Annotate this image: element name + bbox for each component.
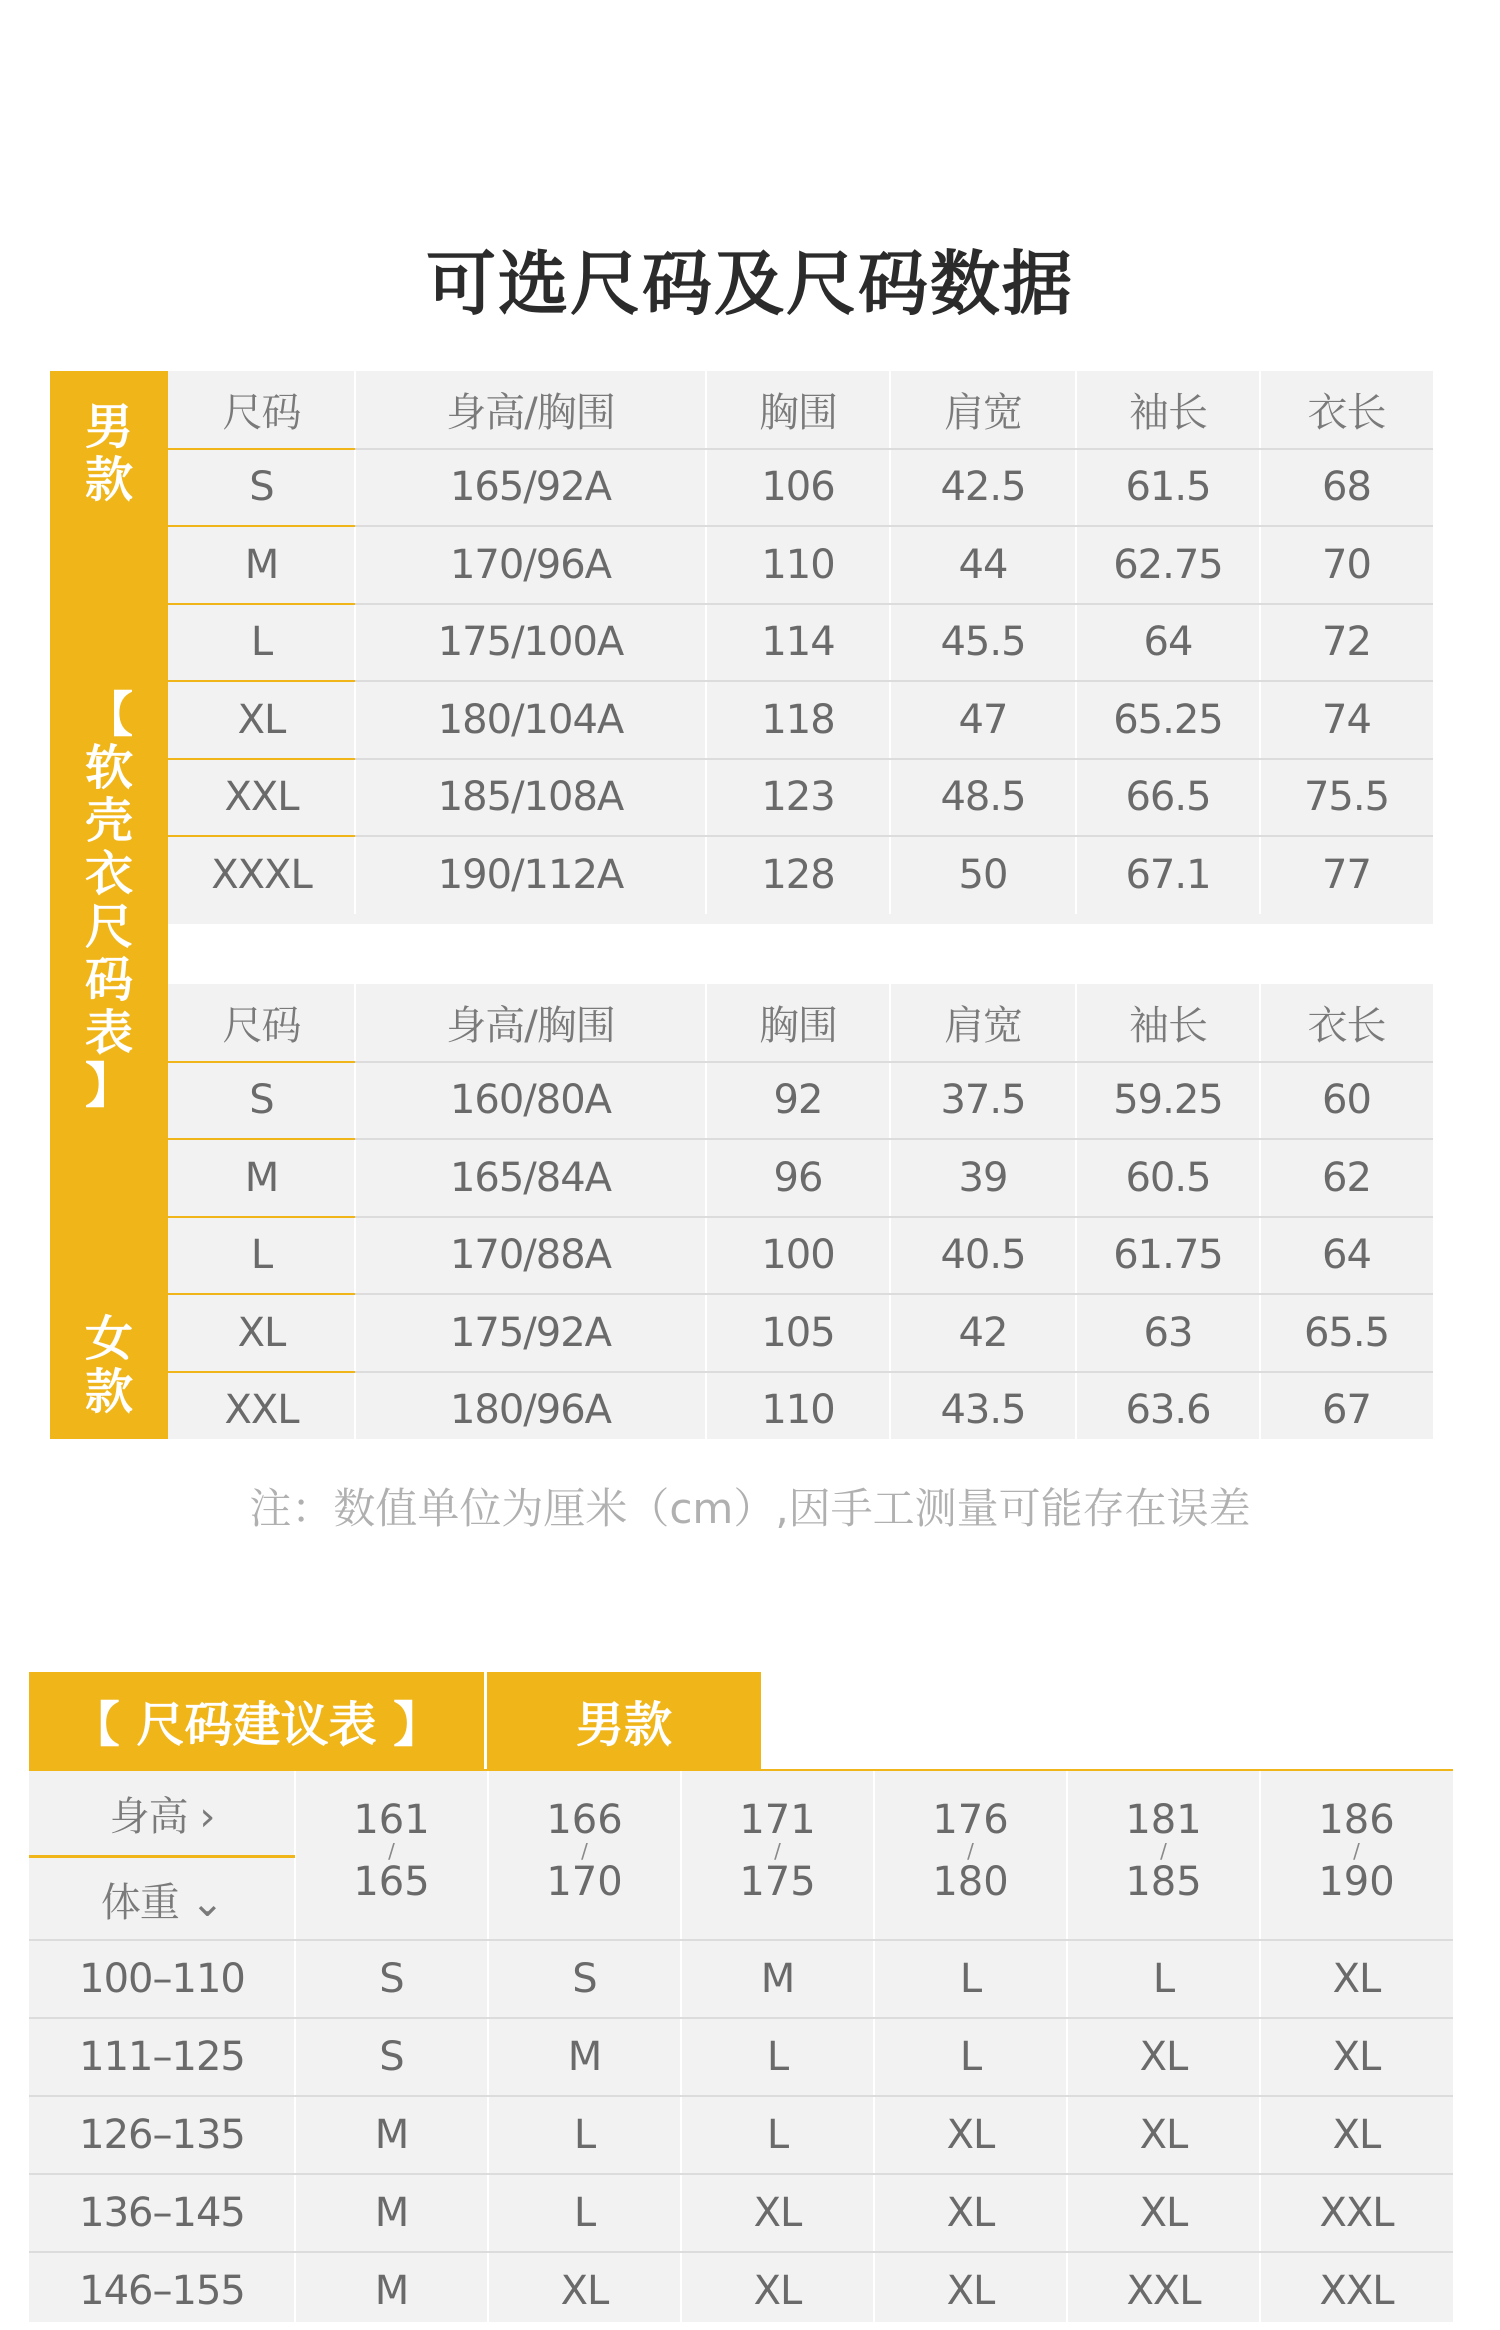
column-header: 尺码: [222, 390, 301, 437]
table-cell: 75.5: [1303, 774, 1390, 821]
recommended-size: XL: [946, 2268, 995, 2314]
table-cell: 185/108A: [437, 774, 624, 821]
recommended-size: M: [374, 2268, 409, 2314]
table-cell: 62: [1322, 1154, 1371, 1201]
table-cell: 63: [1143, 1309, 1193, 1356]
table-cell: 105: [761, 1309, 835, 1356]
height-from: 176: [932, 1797, 1009, 1843]
recommended-size: XXL: [1126, 2268, 1201, 2314]
side-label-table-4: 衣: [84, 846, 133, 902]
slash-separator: /: [774, 1839, 781, 1863]
column-header: 身高/胸围: [446, 1003, 615, 1050]
recommend-table: [29, 1771, 1453, 2322]
side-label-table-2: 软: [84, 740, 133, 796]
table-cell: 60: [1322, 1077, 1371, 1124]
height-to: 190: [1318, 1859, 1395, 1905]
table-cell: 70: [1322, 541, 1371, 588]
height-from: 186: [1318, 1797, 1395, 1843]
table-cell: 65.25: [1113, 696, 1223, 743]
table-cell: 106: [761, 464, 835, 511]
table-cell: 128: [761, 851, 835, 898]
slash-separator: /: [1353, 1839, 1360, 1863]
recommend-tab-gender[interactable]: 男款: [487, 1672, 761, 1769]
recommended-size: L: [573, 2112, 596, 2158]
size-label: XXL: [224, 1387, 299, 1434]
table-cell: 170/88A: [449, 1232, 612, 1279]
table-cell: 47: [958, 696, 1008, 743]
height-from: 181: [1125, 1797, 1202, 1843]
height-to: 175: [739, 1859, 816, 1905]
table-cell: 60.5: [1125, 1154, 1211, 1201]
recommended-size: S: [572, 1956, 597, 2002]
recommended-size: L: [959, 1956, 982, 2002]
column-header: 胸围: [759, 390, 837, 437]
table-cell: 96: [773, 1154, 823, 1201]
size-label: L: [250, 619, 273, 666]
recommended-size: XL: [1139, 2112, 1188, 2158]
size-label: XL: [237, 696, 286, 743]
height-from: 171: [739, 1797, 816, 1843]
size-label: M: [244, 541, 279, 588]
weight-label: 体重 ⌄: [100, 1879, 224, 1926]
table-cell: 65.5: [1303, 1309, 1390, 1356]
height-from: 166: [546, 1797, 623, 1843]
recommended-size: XL: [753, 2268, 802, 2314]
column-header: 袖长: [1129, 1003, 1207, 1050]
table-cell: 170/96A: [449, 541, 612, 588]
recommended-size: XL: [1332, 1956, 1381, 2002]
table-cell: 74: [1322, 696, 1371, 743]
recommended-size: L: [766, 2034, 789, 2080]
recommended-size: XL: [1332, 2112, 1381, 2158]
recommended-size: XXL: [1319, 2190, 1394, 2236]
recommended-size: L: [1152, 1956, 1175, 2002]
table-cell: 61.75: [1113, 1232, 1223, 1279]
table-cell: 68: [1322, 464, 1371, 511]
table-cell: 160/80A: [449, 1077, 612, 1124]
side-label-male-1: 男: [84, 399, 133, 455]
size-label: XXL: [224, 774, 299, 821]
column-header: 衣长: [1307, 390, 1386, 437]
table-cell: 165/84A: [449, 1154, 612, 1201]
table-cell: 62.75: [1113, 541, 1223, 588]
table-cell: 67: [1322, 1387, 1371, 1434]
slash-separator: /: [388, 1839, 395, 1863]
recommended-size: XL: [1332, 2034, 1381, 2080]
page-title: 可选尺码及尺码数据: [426, 243, 1074, 325]
slash-separator: /: [967, 1839, 974, 1863]
height-to: 165: [353, 1859, 430, 1905]
recommended-size: S: [379, 1956, 404, 2002]
recommended-size: M: [567, 2034, 602, 2080]
size-label: XL: [237, 1309, 286, 1356]
table-cell: 64: [1322, 1232, 1371, 1279]
weight-range: 146–155: [79, 2268, 245, 2314]
table-cell: 43.5: [940, 1387, 1026, 1434]
height-range-header: [1260, 1799, 1453, 1903]
height-from: 161: [353, 1797, 430, 1843]
table-cell: 180/104A: [437, 696, 624, 743]
height-to: 180: [932, 1859, 1009, 1905]
recommended-size: XL: [560, 2268, 609, 2314]
side-label-female-1: 女: [84, 1311, 133, 1367]
table-cell: 64: [1143, 619, 1193, 666]
table-cell: 67.1: [1125, 851, 1211, 898]
table-cell: 114: [761, 619, 835, 666]
table-cell: 110: [761, 1387, 835, 1434]
column-header: 尺码: [222, 1003, 301, 1050]
size-label: XXXL: [211, 851, 312, 898]
table-cell: 175/92A: [449, 1309, 612, 1356]
recommended-size: XL: [1139, 2190, 1188, 2236]
height-to: 185: [1125, 1859, 1202, 1905]
recommended-size: M: [374, 2112, 409, 2158]
recommended-size: XL: [946, 2112, 995, 2158]
column-header: 肩宽: [944, 1003, 1022, 1050]
table-cell: 39: [958, 1154, 1008, 1201]
table-cell: 100: [761, 1232, 835, 1279]
table-cell: 59.25: [1113, 1077, 1223, 1124]
table-cell: 190/112A: [437, 851, 624, 898]
recommended-size: L: [959, 2034, 982, 2080]
measurement-note: 注：数值单位为厘米（cm）,因手工测量可能存在误差: [249, 1484, 1251, 1533]
recommended-size: L: [573, 2190, 596, 2236]
side-label-bar: [50, 371, 168, 1439]
size-label: M: [244, 1154, 279, 1201]
weight-range: 126–135: [79, 2112, 245, 2158]
column-header: 胸围: [759, 1003, 837, 1050]
table-cell: 118: [761, 696, 835, 743]
table-cell: 42: [958, 1309, 1008, 1356]
column-header: 肩宽: [944, 390, 1022, 437]
recommend-tab-title: 【 尺码建议表 】: [29, 1672, 484, 1769]
side-label-male-2: 款: [84, 452, 133, 508]
height-to: 170: [546, 1859, 623, 1905]
table-cell: 92: [773, 1077, 823, 1124]
recommended-size: XL: [946, 2190, 995, 2236]
slash-separator: /: [1160, 1839, 1167, 1863]
table-cell: 61.5: [1125, 464, 1211, 511]
column-header: 身高/胸围: [446, 390, 615, 437]
recommended-size: XXL: [1319, 2268, 1394, 2314]
size-label: S: [249, 1077, 274, 1124]
side-label-table-7: 表: [84, 1005, 133, 1061]
side-label-table-3: 壳: [84, 793, 133, 849]
table-cell: 48.5: [940, 774, 1026, 821]
weight-range: 100–110: [79, 1956, 245, 2002]
recommended-size: M: [760, 1956, 795, 2002]
side-label-female-2: 款: [84, 1364, 133, 1420]
table-cell: 180/96A: [449, 1387, 612, 1434]
table-cell: 40.5: [940, 1232, 1026, 1279]
recommended-size: XL: [1139, 2034, 1188, 2080]
height-range-header: [295, 1799, 488, 1903]
height-label: 身高 ›: [109, 1793, 215, 1840]
side-label-table-5: 尺: [84, 899, 133, 955]
table-cell: 44: [958, 541, 1008, 588]
size-label: S: [249, 464, 274, 511]
recommended-size: S: [379, 2034, 404, 2080]
height-range-header: [874, 1799, 1067, 1903]
table-cell: 123: [761, 774, 835, 821]
size-label: L: [250, 1232, 273, 1279]
table-cell: 50: [958, 851, 1008, 898]
height-range-header: [1067, 1799, 1260, 1903]
side-label-table-6: 码: [84, 952, 133, 1008]
female-size-table: [168, 984, 1433, 1439]
table-cell: 66.5: [1125, 774, 1211, 821]
side-label-table-1: 【: [84, 687, 133, 743]
height-range-header: [488, 1799, 681, 1903]
table-cell: 77: [1322, 851, 1371, 898]
side-label-table-8: 】: [84, 1058, 133, 1114]
weight-range: 111–125: [79, 2034, 245, 2080]
recommended-size: M: [374, 2190, 409, 2236]
recommended-size: XL: [753, 2190, 802, 2236]
column-header: 衣长: [1307, 1003, 1386, 1050]
table-cell: 165/92A: [449, 464, 612, 511]
table-cell: 37.5: [940, 1077, 1026, 1124]
male-size-table: [168, 371, 1433, 924]
table-cell: 45.5: [940, 619, 1026, 666]
height-range-header: [681, 1799, 874, 1903]
recommended-size: L: [766, 2112, 789, 2158]
weight-range: 136–145: [79, 2190, 245, 2236]
column-header: 袖长: [1129, 390, 1207, 437]
table-cell: 72: [1322, 619, 1371, 666]
slash-separator: /: [581, 1839, 588, 1863]
table-cell: 42.5: [940, 464, 1026, 511]
table-cell: 110: [761, 541, 835, 588]
table-cell: 63.6: [1125, 1387, 1211, 1434]
table-cell: 175/100A: [437, 619, 624, 666]
